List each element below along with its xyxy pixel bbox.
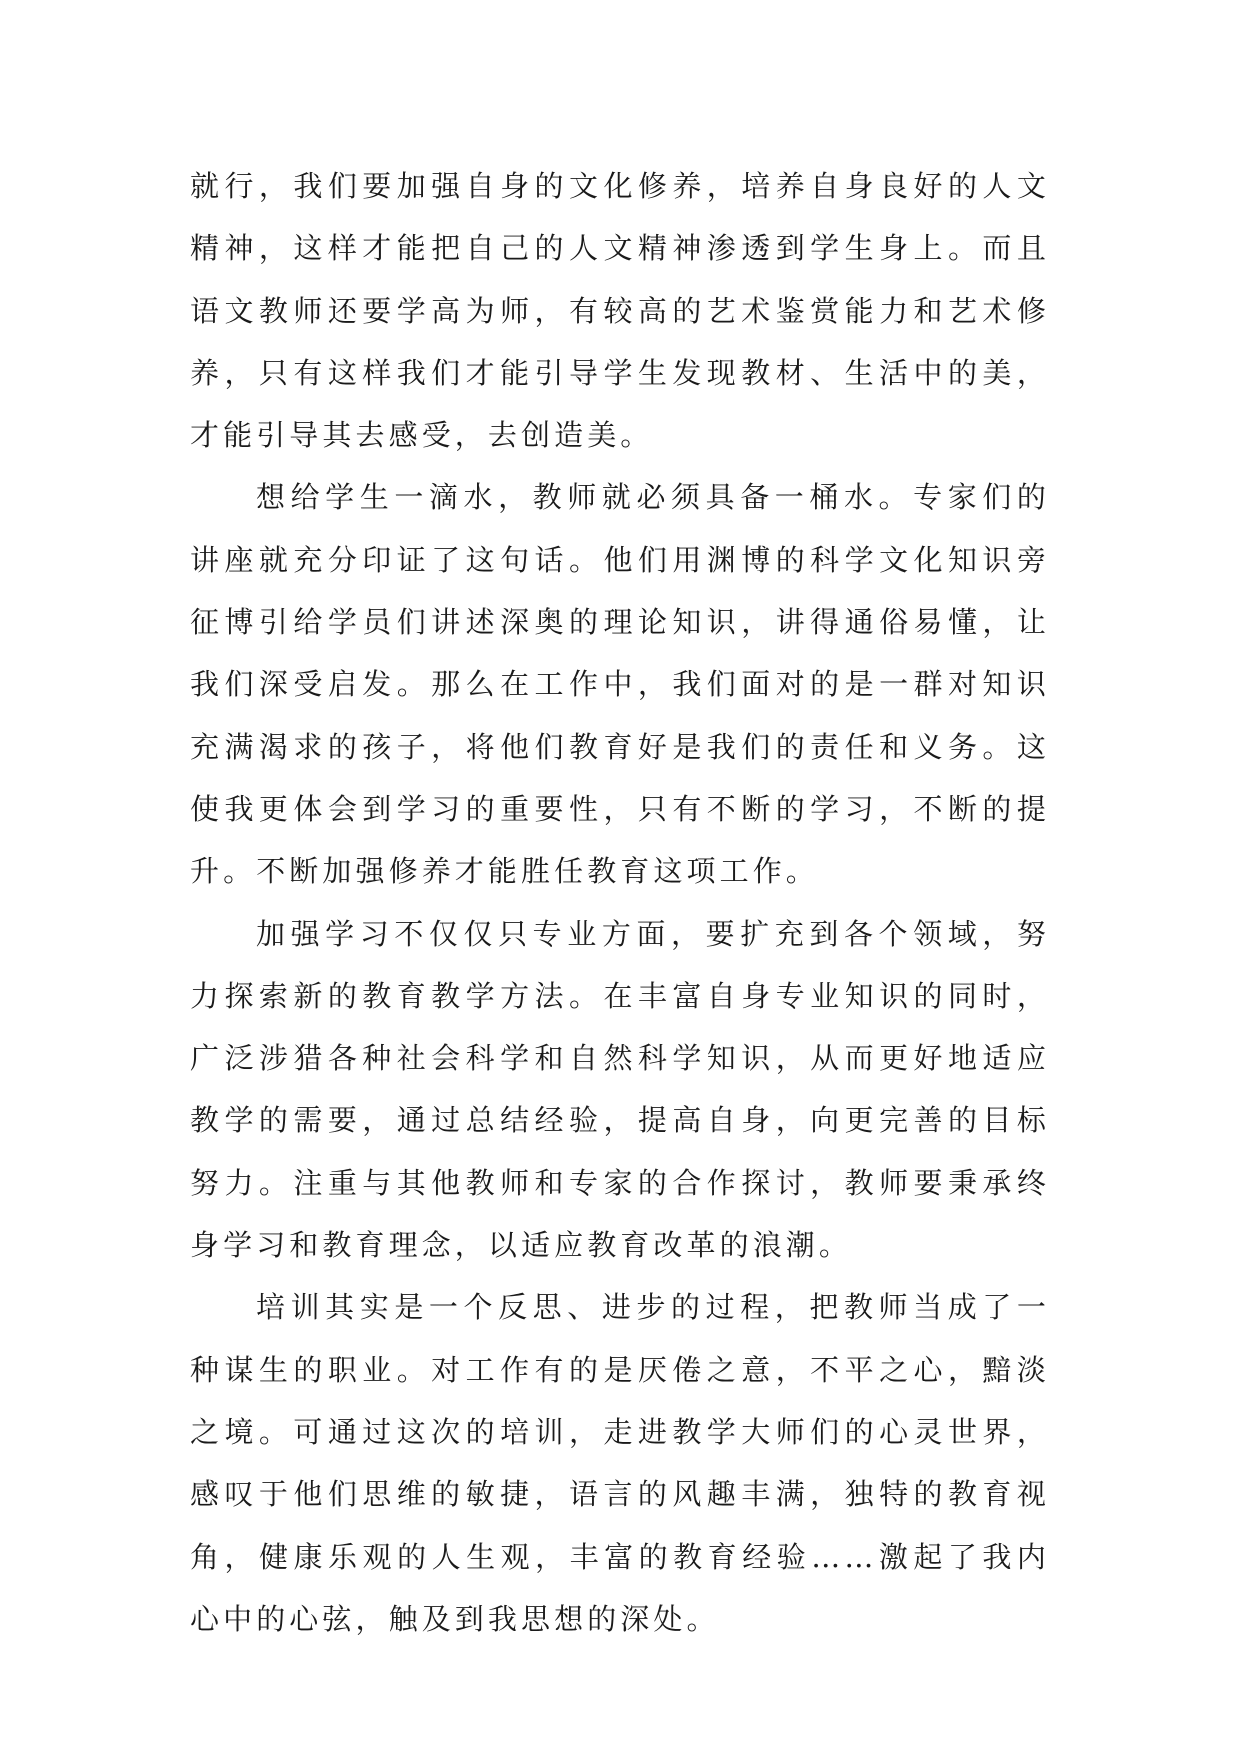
paragraph: 加强学习不仅仅只专业方面，要扩充到各个领域，努力探索新的教育教学方法。在丰富自身专业知识的同时，广泛涉猎各种社会科学和自然科学知识，从而更好地适应教学的需要，通过总结经验，提高自身，向更完善的目标努力。注重与其他教师和专家的合作探讨，教师要秉承终身学习和教育理念，以适应教育改革的浪潮。 — [190, 916, 1050, 1263]
paragraph-continued: 就行，我们要加强自身的文化修养，培养自身良好的人文精神，这样才能把自己的人文精神渗透到学生身上。而且语文教师还要学高为师，有较高的艺术鉴赏能力和艺术修养，只有这样我们才能引导学生发现教材、生活中的美，才能引导其去感受，去创造美。 — [190, 169, 1050, 453]
paragraph: 想给学生一滴水，教师就必须具备一桶水。专家们的讲座就充分印证了这句话。他们用渊博的科学文化知识旁征博引给学员们讲述深奥的理论知识，讲得通俗易懂，让我们深受启发。那么在工作中，我们面对的是一群对知识充满渴求的孩子，将他们教育好是我们的责任和义务。这使我更体会到学习的重要性，只有不断的学习，不断的提升。不断加强修养才能胜任教育这项工作。 — [190, 480, 1050, 889]
document-body — [190, 155, 1050, 1650]
paragraph: 培训其实是一个反思、进步的过程，把教师当成了一种谋生的职业。对工作有的是厌倦之意，不平之心，黯淡之境。可通过这次的培训，走进教学大师们的心灵世界，感叹于他们思维的敏捷，语言的风趣丰满，独特的教育视角，健康乐观的人生观，丰富的教育经验……激起了我内心中的心弦，触及到我思想的深处。 — [190, 1290, 1050, 1636]
